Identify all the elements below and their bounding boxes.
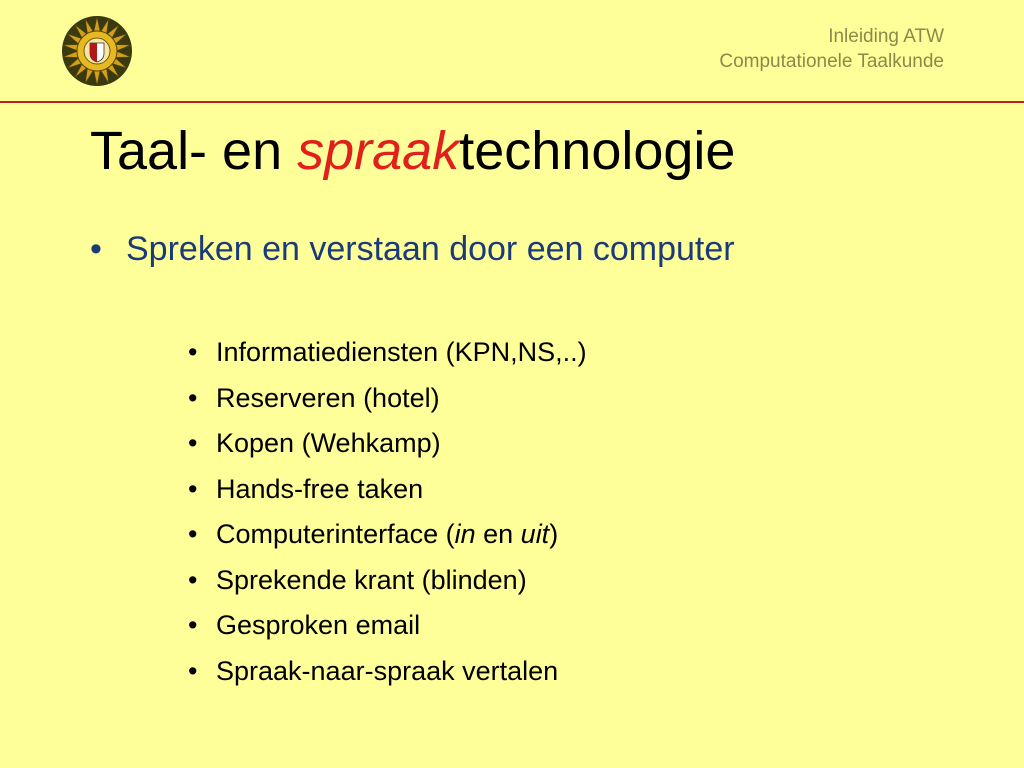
sub-bullet-list — [188, 330, 587, 694]
list-item — [188, 558, 587, 604]
list-item — [188, 467, 587, 513]
slide-header — [719, 24, 944, 74]
main-bullet — [90, 228, 810, 270]
list-item-text: Reserveren (hotel) — [216, 382, 440, 413]
list-item — [188, 376, 587, 422]
bullet-dot-icon: • — [188, 655, 198, 686]
title-accent-word: spraak — [297, 121, 460, 181]
main-bullet-text: Spreken en verstaan door een computer — [126, 230, 735, 268]
bullet-dot-icon: • — [188, 564, 198, 595]
title-part-1: Taal- en — [90, 121, 298, 181]
list-item — [188, 421, 587, 467]
bullet-dot-icon: • — [188, 519, 198, 549]
list-item-text-mid: en — [475, 519, 521, 549]
list-item-text: Kopen (Wehkamp) — [216, 428, 441, 458]
bullet-dot-icon: • — [188, 473, 198, 504]
list-item-text: Gesproken email — [216, 610, 421, 640]
list-item — [188, 512, 587, 558]
slide-title — [90, 116, 735, 186]
title-part-2: technologie — [459, 121, 736, 181]
header-course-subtitle: Computationele Taalkunde — [719, 51, 944, 72]
bullet-dot-icon: • — [188, 610, 198, 640]
list-item-text: Spraak-naar-spraak vertalen — [216, 655, 559, 686]
header-divider — [0, 101, 1024, 103]
list-item-emphasis-uit: uit — [520, 519, 550, 549]
header-course-title: Inleiding ATW — [828, 26, 944, 47]
bullet-dot-icon: • — [188, 382, 198, 413]
bullet-dot-icon: • — [188, 428, 198, 458]
list-item-text-post: ) — [549, 519, 559, 549]
bullet-dot-icon: • — [188, 337, 198, 367]
list-item-text: Informatiediensten (KPN,NS,..) — [216, 337, 587, 367]
bullet-dot-icon: • — [90, 230, 102, 268]
list-item — [188, 603, 587, 649]
list-item-text-pre: Computerinterface ( — [216, 519, 455, 549]
list-item-text: Hands-free taken — [216, 473, 424, 504]
university-seal-icon — [60, 14, 134, 88]
list-item-emphasis-in: in — [454, 519, 476, 549]
list-item-text: Sprekende krant (blinden) — [216, 564, 527, 595]
list-item — [188, 330, 587, 376]
list-item — [188, 649, 587, 695]
